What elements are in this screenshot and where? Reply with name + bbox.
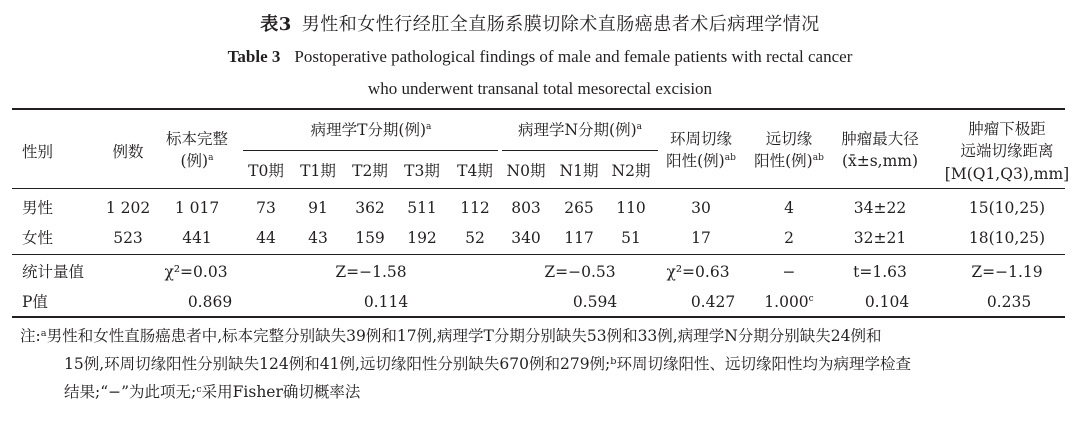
stat-distance: Z=−1.19 <box>971 263 1043 281</box>
stat-drm: − <box>782 263 796 281</box>
cell-n0: 340 <box>511 229 541 247</box>
stat-n-stage: Z=−0.53 <box>544 263 616 281</box>
cell-drm: 2 <box>784 229 794 247</box>
header-pt-stage: 病理学T分期(例)$^a$ <box>310 121 432 139</box>
bottom-rule <box>12 316 1065 318</box>
pvalue-crm: 0.427 <box>690 293 736 311</box>
cell-drm: 4 <box>784 199 794 217</box>
cell-sex: 男性 <box>22 199 54 217</box>
cell-n1: 265 <box>564 199 594 217</box>
header-n0: N0期 <box>506 162 546 180</box>
cell-t4: 52 <box>465 229 485 247</box>
pvalue-t-stage: 0.114 <box>363 293 409 311</box>
footnote-line-2: 15例,环周切缘阳性分别缺失124例和41例,远切缘阳性分别缺失670例和279例;ᵇ环周切缘阳性、远切缘阳性均为病理学检查 <box>64 355 911 373</box>
table-label-en: Table 3 <box>227 47 281 66</box>
footnote-line-1: 注:ᵃ男性和女性直肠癌患者中,标本完整分别缺失39例和17例,病理学T分期分别缺失53例和33例,病理学N分期分别缺失24例和 <box>20 327 882 345</box>
header-t4: T4期 <box>457 162 493 180</box>
stat-specimen: χ²=0.03 <box>164 263 228 281</box>
cell-n2: 51 <box>621 229 641 247</box>
header-sex: 性别 <box>22 143 54 161</box>
cell-cases: 1 202 <box>105 199 151 217</box>
header-specimen: 标本完整 (例)$^a$ <box>165 130 229 171</box>
cell-t2: 362 <box>355 199 385 217</box>
cell-sex: 女性 <box>22 229 54 247</box>
cell-t0: 44 <box>256 229 276 247</box>
table-footnote <box>20 322 1070 406</box>
header-t1: T1期 <box>300 162 336 180</box>
pvalue-tumor: 0.104 <box>864 293 910 311</box>
header-crm: 环周切缘 阳性(例)$^{ab}$ <box>666 130 736 171</box>
pvalue-specimen: 0.869 <box>187 293 233 311</box>
header-tumor-diameter: 肿瘤最大径 (x̄±s,mm) <box>841 130 919 171</box>
cell-t0: 73 <box>256 199 276 217</box>
cell-t4: 112 <box>460 199 490 217</box>
header-cases: 例数 <box>112 143 144 161</box>
cell-t3: 511 <box>407 199 437 217</box>
header-distal-distance: 肿瘤下极距 远端切缘距离 [M(Q1,Q3),mm] <box>944 120 1070 183</box>
cell-crm: 17 <box>691 229 711 247</box>
header-rule <box>12 188 1065 189</box>
table-caption-en-line1: Postoperative pathological findings of male and female patients with rectal cancer <box>294 47 853 66</box>
pvalue-distance: 0.235 <box>986 293 1032 311</box>
body-rule <box>12 254 1065 255</box>
footnote-line-3: 结果;“−”为此项无;ᶜ采用Fisher确切概率法 <box>64 383 361 401</box>
header-n1: N1期 <box>559 162 599 180</box>
header-n2: N2期 <box>611 162 651 180</box>
table-title-en <box>0 47 1080 67</box>
stat-t-stage: Z=−1.58 <box>335 263 407 281</box>
table-caption-cn: 男性和女性行经肛全直肠系膜切除术直肠癌患者术后病理学情况 <box>301 14 820 35</box>
table-label-cn: 表3 <box>260 14 292 35</box>
pvalue-drm: 1.000$^c$ <box>764 293 814 311</box>
t-stage-group-rule <box>243 150 498 151</box>
cell-n2: 110 <box>616 199 646 217</box>
stat-tumor: t=1.63 <box>853 263 907 281</box>
header-pn-stage: 病理学N分期(例)$^a$ <box>517 121 643 139</box>
header-drm: 远切缘 阳性(例)$^{ab}$ <box>754 130 824 171</box>
cell-tumor: 32±21 <box>853 229 907 247</box>
header-t3: T3期 <box>404 162 440 180</box>
cell-cases: 523 <box>113 229 143 247</box>
pvalue-n-stage: 0.594 <box>572 293 618 311</box>
top-rule <box>12 108 1065 110</box>
table-caption-en-line2: who underwent transanal total mesorectal excision <box>367 79 713 98</box>
n-stage-group-rule <box>502 150 658 151</box>
cell-t3: 192 <box>407 229 437 247</box>
cell-distance: 15(10,25) <box>968 199 1046 217</box>
cell-tumor: 34±22 <box>853 199 907 217</box>
cell-t2: 159 <box>355 229 385 247</box>
cell-crm: 30 <box>691 199 711 217</box>
stat-crm: χ²=0.63 <box>666 263 730 281</box>
pvalue-label: P值 <box>22 293 48 311</box>
header-t2: T2期 <box>352 162 388 180</box>
stat-label: 统计量值 <box>22 263 85 281</box>
cell-n0: 803 <box>511 199 541 217</box>
cell-specimen: 441 <box>182 229 212 247</box>
cell-t1: 43 <box>308 229 328 247</box>
cell-distance: 18(10,25) <box>968 229 1046 247</box>
cell-t1: 91 <box>308 199 328 217</box>
table-title-cn <box>0 10 1080 36</box>
cell-n1: 117 <box>564 229 594 247</box>
header-t0: T0期 <box>248 162 284 180</box>
cell-specimen: 1 017 <box>174 199 220 217</box>
